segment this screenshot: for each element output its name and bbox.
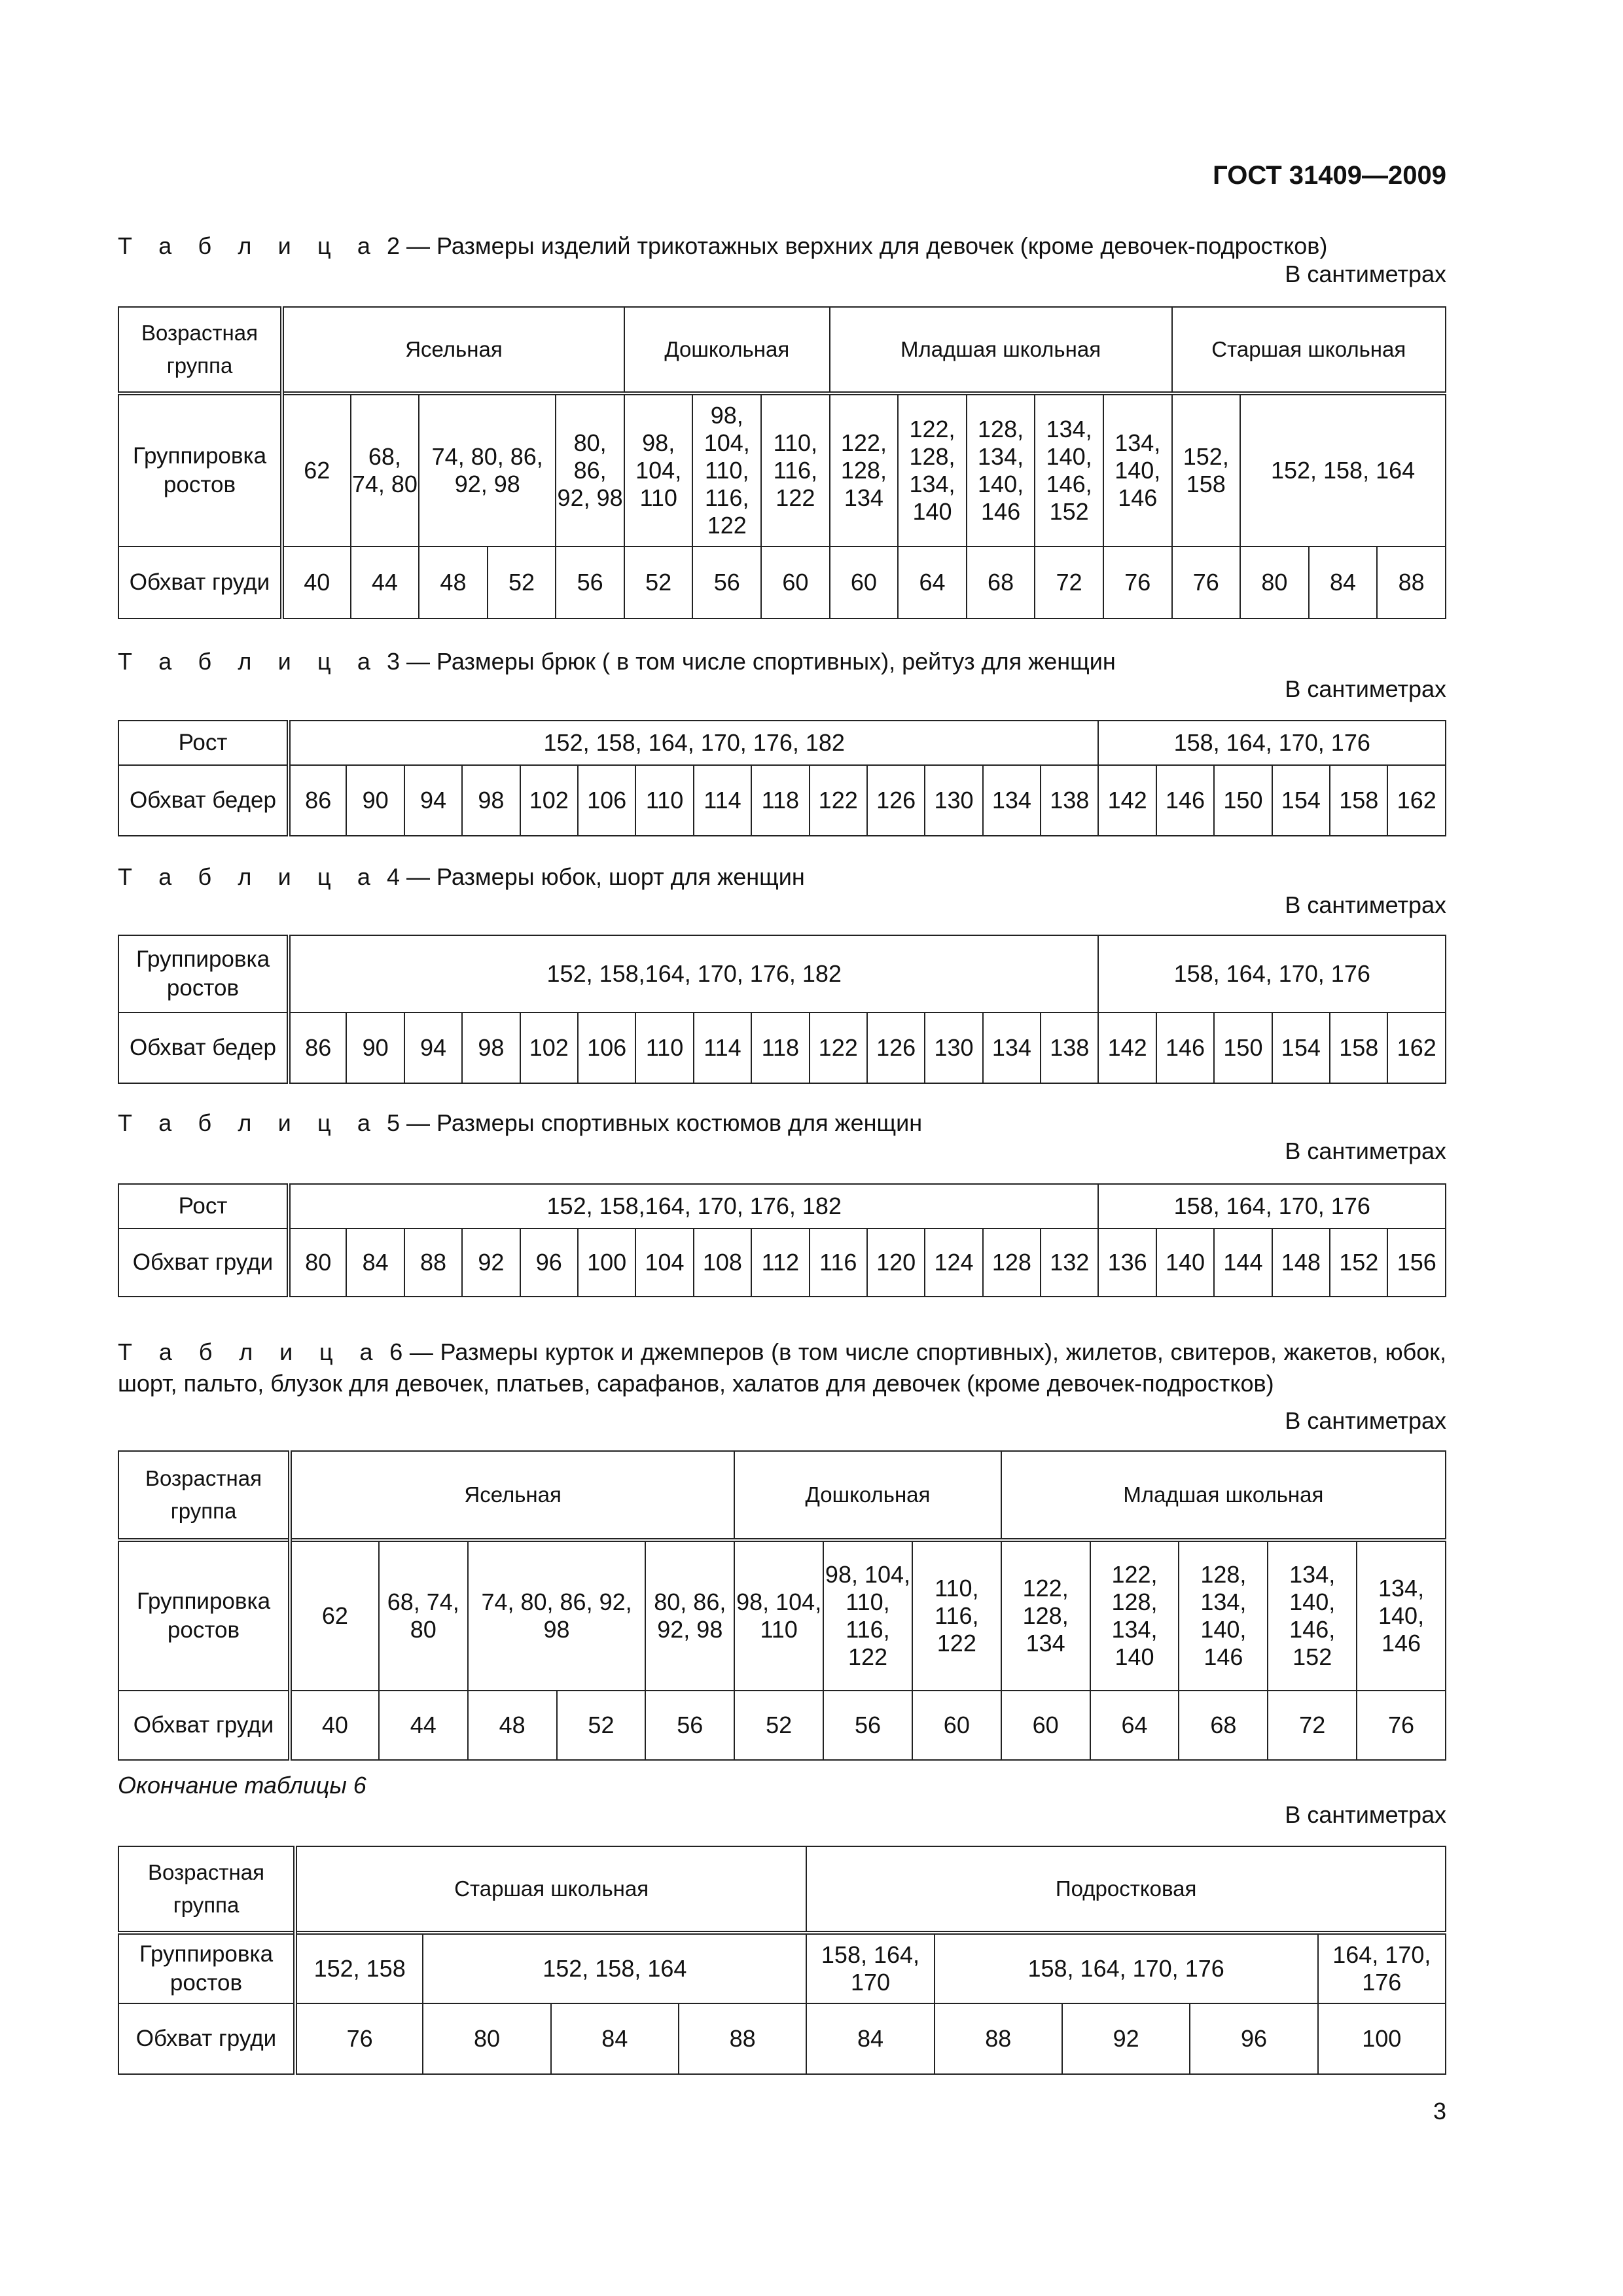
- table4-caption: Т а б л и ц а 4 — Размеры юбок, шорт для женщин: [118, 863, 805, 890]
- chest-cell: 56: [823, 1691, 912, 1760]
- chest-cell: 108: [694, 1229, 751, 1297]
- row-label-height: Рост: [118, 1184, 289, 1229]
- hips-cell: 102: [520, 1013, 578, 1083]
- height-cell: 128, 134, 140, 146: [1179, 1540, 1268, 1691]
- chest-cell: 96: [1190, 2003, 1317, 2074]
- chest-cell: 68: [1179, 1691, 1268, 1760]
- group-cell: Младшая школьная: [1001, 1451, 1446, 1540]
- table-6-end: [118, 1846, 1446, 2075]
- height-cell: 164, 170, 176: [1318, 1933, 1446, 2003]
- height-cell: 80, 86, 92, 98: [645, 1540, 734, 1691]
- height-cell: 158, 164, 170, 176: [935, 1933, 1318, 2003]
- chest-cell: 124: [925, 1229, 982, 1297]
- height-cell: 98, 104, 110: [734, 1540, 823, 1691]
- table2-unit: В сантиметрах: [1285, 260, 1446, 287]
- chest-cell: 136: [1098, 1229, 1156, 1297]
- chest-cell: 112: [751, 1229, 809, 1297]
- height-cell: 158, 164, 170: [806, 1933, 934, 2003]
- row-label-hips: Обхват бедер: [118, 765, 289, 836]
- chest-cell: 144: [1214, 1229, 1272, 1297]
- hips-cell: 94: [404, 1013, 462, 1083]
- table5-unit: В сантиметрах: [1285, 1138, 1446, 1164]
- hips-cell: 126: [867, 1013, 925, 1083]
- height-cell: 158, 164, 170, 176: [1098, 935, 1446, 1013]
- hips-cell: 150: [1214, 1013, 1272, 1083]
- group-cell: Дошкольная: [734, 1451, 1001, 1540]
- chest-cell: 56: [556, 547, 624, 619]
- hips-cell: 114: [694, 1013, 751, 1083]
- group-cell: Ясельная: [282, 307, 624, 393]
- hips-cell: 110: [635, 1013, 693, 1083]
- hips-cell: 150: [1214, 765, 1272, 836]
- height-cell: 152, 158: [1172, 393, 1241, 547]
- chest-cell: 80: [1240, 547, 1309, 619]
- document-header: ГОСТ 31409—2009: [1213, 161, 1446, 190]
- chest-cell: 148: [1272, 1229, 1330, 1297]
- table-6: [118, 1450, 1446, 1761]
- height-cell: 122, 128, 134, 140: [898, 393, 967, 547]
- chest-cell: 60: [830, 547, 899, 619]
- row-label-height: Группировка ростов: [118, 393, 282, 547]
- hips-cell: 90: [346, 765, 404, 836]
- group-cell: Подростковая: [806, 1846, 1446, 1933]
- table5-caption: Т а б л и ц а 5 — Размеры спортивных костюмов для женщин: [118, 1109, 923, 1136]
- hips-cell: 90: [346, 1013, 404, 1083]
- chest-cell: 60: [912, 1691, 1001, 1760]
- hips-cell: 86: [289, 1013, 346, 1083]
- hips-cell: 138: [1041, 765, 1098, 836]
- height-cell: 122, 128, 134: [830, 393, 899, 547]
- height-cell: 62: [282, 393, 351, 547]
- group-cell: Младшая школьная: [830, 307, 1172, 393]
- group-cell: Ясельная: [290, 1451, 734, 1540]
- chest-cell: 48: [419, 547, 488, 619]
- chest-cell: 56: [692, 547, 761, 619]
- height-cell: 152, 158, 164: [423, 1933, 806, 2003]
- chest-cell: 48: [468, 1691, 557, 1760]
- hips-cell: 94: [404, 765, 462, 836]
- chest-cell: 56: [645, 1691, 734, 1760]
- chest-cell: 88: [404, 1229, 462, 1297]
- hips-cell: 158: [1330, 765, 1387, 836]
- height-cell: 74, 80, 86, 92, 98: [468, 1540, 646, 1691]
- chest-cell: 128: [983, 1229, 1041, 1297]
- chest-cell: 152: [1330, 1229, 1387, 1297]
- hips-cell: 162: [1387, 765, 1446, 836]
- chest-cell: 52: [734, 1691, 823, 1760]
- table4-unit: В сантиметрах: [1285, 891, 1446, 918]
- hips-cell: 146: [1156, 765, 1214, 836]
- row-label-age: Возрастная группа: [118, 1846, 295, 1933]
- height-cell: 158, 164, 170, 176: [1098, 721, 1446, 765]
- height-cell: 152, 158,164, 170, 176, 182: [289, 1184, 1098, 1229]
- chest-cell: 88: [935, 2003, 1062, 2074]
- hips-cell: 98: [462, 1013, 520, 1083]
- chest-cell: 92: [1062, 2003, 1190, 2074]
- hips-cell: 98: [462, 765, 520, 836]
- hips-cell: 126: [867, 765, 925, 836]
- hips-cell: 142: [1098, 765, 1156, 836]
- height-cell: 158, 164, 170, 176: [1098, 1184, 1446, 1229]
- group-cell: Старшая школьная: [1172, 307, 1446, 393]
- chest-cell: 100: [578, 1229, 635, 1297]
- chest-cell: 84: [1309, 547, 1378, 619]
- chest-cell: 156: [1387, 1229, 1446, 1297]
- chest-cell: 64: [1090, 1691, 1179, 1760]
- height-cell: 122, 128, 134: [1001, 1540, 1090, 1691]
- row-label-hips: Обхват бедер: [118, 1013, 289, 1083]
- row-label-chest: Обхват груди: [118, 547, 282, 619]
- chest-cell: 92: [462, 1229, 520, 1297]
- row-label-chest: Обхват груди: [118, 1229, 289, 1297]
- chest-cell: 40: [282, 547, 351, 619]
- height-cell: 80, 86, 92, 98: [556, 393, 624, 547]
- chest-cell: 84: [551, 2003, 679, 2074]
- chest-cell: 60: [761, 547, 830, 619]
- hips-cell: 154: [1272, 765, 1330, 836]
- chest-cell: 72: [1268, 1691, 1357, 1760]
- height-cell: 152, 158, 164, 170, 176, 182: [289, 721, 1098, 765]
- chest-cell: 40: [290, 1691, 379, 1760]
- chest-cell: 84: [806, 2003, 934, 2074]
- row-label-height: Группировка ростов: [118, 935, 289, 1013]
- page-number: 3: [1433, 2098, 1446, 2125]
- chest-cell: 64: [898, 547, 967, 619]
- hips-cell: 122: [810, 1013, 867, 1083]
- chest-cell: 76: [1357, 1691, 1446, 1760]
- table6-end-unit: В сантиметрах: [1285, 1801, 1446, 1828]
- table-3: [118, 720, 1446, 836]
- hips-cell: 114: [694, 765, 751, 836]
- chest-cell: 116: [810, 1229, 867, 1297]
- height-cell: 110, 116, 122: [761, 393, 830, 547]
- hips-cell: 110: [635, 765, 693, 836]
- chest-cell: 76: [1103, 547, 1172, 619]
- hips-cell: 106: [578, 1013, 635, 1083]
- hips-cell: 118: [751, 765, 809, 836]
- row-label-height: Рост: [118, 721, 289, 765]
- height-cell: 98, 104, 110: [624, 393, 693, 547]
- table3-unit: В сантиметрах: [1285, 675, 1446, 702]
- chest-cell: 52: [488, 547, 556, 619]
- chest-cell: 76: [1172, 547, 1241, 619]
- table-5: [118, 1183, 1446, 1297]
- height-cell: 152, 158, 164: [1240, 393, 1446, 547]
- height-cell: 134, 140, 146, 152: [1035, 393, 1103, 547]
- chest-cell: 88: [679, 2003, 806, 2074]
- hips-cell: 162: [1387, 1013, 1446, 1083]
- hips-cell: 118: [751, 1013, 809, 1083]
- row-label-height: Группировка ростов: [118, 1933, 295, 2003]
- hips-cell: 122: [810, 765, 867, 836]
- chest-cell: 52: [624, 547, 693, 619]
- table6-end-caption: Окончание таблицы 6: [118, 1772, 366, 1799]
- hips-cell: 154: [1272, 1013, 1330, 1083]
- table3-caption: Т а б л и ц а 3 — Размеры брюк ( в том числе спортивных), рейтуз для женщин: [118, 648, 1116, 675]
- height-cell: 128, 134, 140, 146: [967, 393, 1035, 547]
- row-label-chest: Обхват груди: [118, 2003, 295, 2074]
- table6-unit: В сантиметрах: [1285, 1407, 1446, 1434]
- table2-caption: Т а б л и ц а 2 — Размеры изделий трикотажных верхних для девочек (кроме девочек-подростков): [118, 232, 1328, 259]
- chest-cell: 44: [379, 1691, 468, 1760]
- chest-cell: 80: [289, 1229, 346, 1297]
- chest-cell: 132: [1041, 1229, 1098, 1297]
- chest-cell: 76: [295, 2003, 423, 2074]
- chest-cell: 100: [1318, 2003, 1446, 2074]
- hips-cell: 106: [578, 765, 635, 836]
- chest-cell: 68: [967, 547, 1035, 619]
- hips-cell: 130: [925, 765, 982, 836]
- height-cell: 110, 116, 122: [912, 1540, 1001, 1691]
- height-cell: 134, 140, 146: [1103, 393, 1172, 547]
- hips-cell: 134: [983, 765, 1041, 836]
- chest-cell: 52: [557, 1691, 646, 1760]
- chest-cell: 88: [1377, 547, 1446, 619]
- height-cell: 152, 158,164, 170, 176, 182: [289, 935, 1098, 1013]
- hips-cell: 134: [983, 1013, 1041, 1083]
- chest-cell: 84: [346, 1229, 404, 1297]
- row-label-age: Возрастная группа: [118, 1451, 290, 1540]
- hips-cell: 86: [289, 765, 346, 836]
- table-4: [118, 935, 1446, 1084]
- group-cell: Дошкольная: [624, 307, 830, 393]
- hips-cell: 138: [1041, 1013, 1098, 1083]
- height-cell: 152, 158: [295, 1933, 423, 2003]
- chest-cell: 60: [1001, 1691, 1090, 1760]
- height-cell: 62: [290, 1540, 379, 1691]
- table6-caption: Т а б л и ц а 6 — Размеры курток и джемперов (в том числе спортивных), жилетов, свитеров, жакетов, юбок, шорт, пальто, блузок для девочек, платьев, сарафанов, халатов для девочек (кроме девочек-подростков): [118, 1338, 1446, 1397]
- group-cell: Старшая школьная: [295, 1846, 806, 1933]
- chest-cell: 72: [1035, 547, 1103, 619]
- chest-cell: 44: [351, 547, 419, 619]
- hips-cell: 102: [520, 765, 578, 836]
- height-cell: 74, 80, 86, 92, 98: [419, 393, 556, 547]
- hips-cell: 130: [925, 1013, 982, 1083]
- hips-cell: 142: [1098, 1013, 1156, 1083]
- height-cell: 68, 74, 80: [351, 393, 419, 547]
- height-cell: 134, 140, 146, 152: [1268, 1540, 1357, 1691]
- table-2: [118, 306, 1446, 619]
- height-cell: 98, 104, 110, 116, 122: [823, 1540, 912, 1691]
- chest-cell: 80: [423, 2003, 550, 2074]
- height-cell: 134, 140, 146: [1357, 1540, 1446, 1691]
- height-cell: 98, 104, 110, 116, 122: [692, 393, 761, 547]
- chest-cell: 120: [867, 1229, 925, 1297]
- chest-cell: 96: [520, 1229, 578, 1297]
- row-label-age: Возрастная группа: [118, 307, 282, 393]
- height-cell: 122, 128, 134, 140: [1090, 1540, 1179, 1691]
- row-label-chest: Обхват груди: [118, 1691, 290, 1760]
- height-cell: 68, 74, 80: [379, 1540, 468, 1691]
- chest-cell: 140: [1156, 1229, 1214, 1297]
- chest-cell: 104: [635, 1229, 693, 1297]
- row-label-height: Группировка ростов: [118, 1540, 290, 1691]
- hips-cell: 146: [1156, 1013, 1214, 1083]
- hips-cell: 158: [1330, 1013, 1387, 1083]
